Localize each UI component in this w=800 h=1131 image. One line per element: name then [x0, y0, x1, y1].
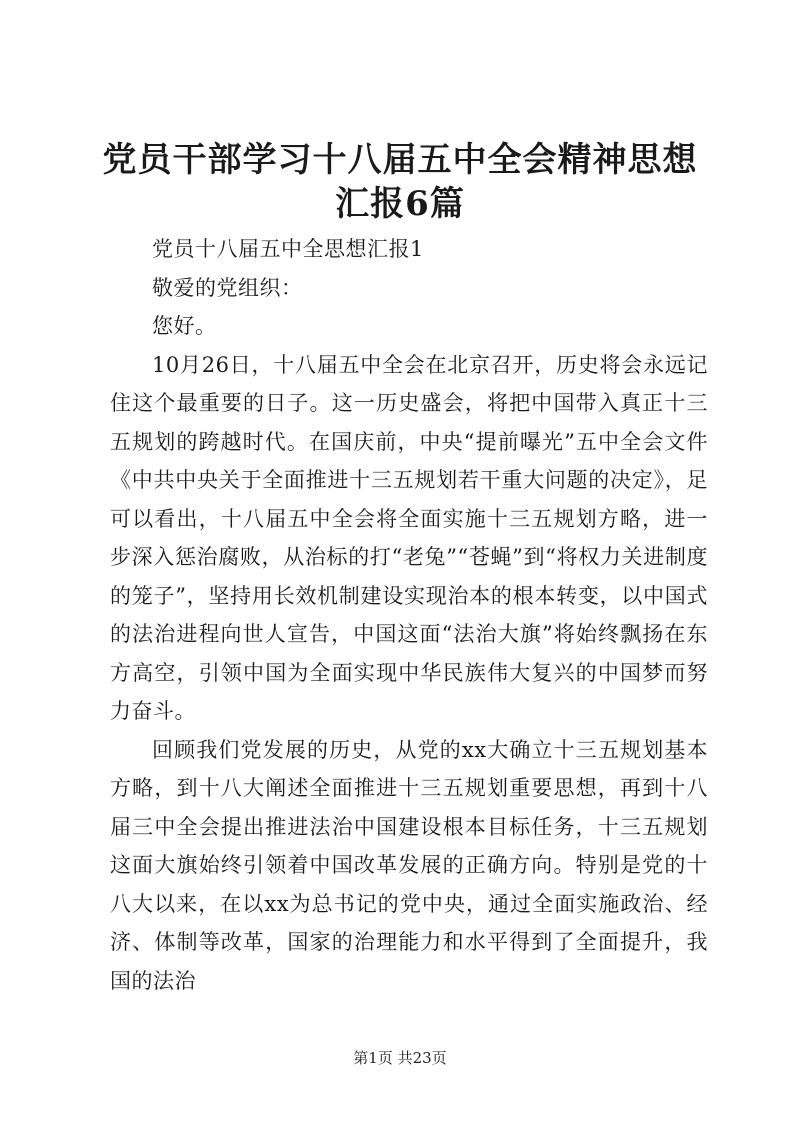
- paragraph-greeting: 您好。: [152, 314, 217, 338]
- paragraph-body: 10月26日，十八届五中全会在北京召开，历史将会永远记住这个最重要的日子。这一历史盛会，将把中国带入真正十三五规划的跨越时代。在国庆前，中央“提前曝光”五中全会文件《中共中央关于全面推进十三五规划若干重大问题的决定》，足可以看出，十八届五中全会将全面实施十三五规划方略，进一步深入惩治腐败，从治标的打“老兔”“苍蝇”到“将权力关进制度的笼子”，坚持用长效机制建设实现治本的根本转变，以中国式的法治进程向世人宣告，中国这面“法治大旗”将始终飘扬在东方高空，引领中国为全面实现中华民族伟大复兴的中国梦而努力奋斗。: [110, 352, 708, 723]
- paragraph-heading: 党员十八届五中全思想汇报1: [152, 237, 424, 261]
- paragraph-salutation: 敬爱的党组织：: [152, 275, 303, 300]
- document-body: [110, 230, 708, 1000]
- page-number-footer: 第1页 共23页: [353, 1049, 447, 1067]
- document-title: 党员干部学习十八届五中全会精神思想汇报6篇: [102, 140, 698, 224]
- paragraph-body: 回顾我们党发展的历史，从党的xx大确立十三五规划基本方略，到十八大阐述全面推进十三五规划重要思想，再到十八届三中全会提出推进法治中国建设根本目标任务，十三五规划这面大旗始终引领着中国改革发展的正确方向。特别是党的十八大以来，在以xx为总书记的党中央，通过全面实施政治、经济、体制等改革，国家的治理能力和水平得到了全面提升，我国的法治: [110, 737, 708, 993]
